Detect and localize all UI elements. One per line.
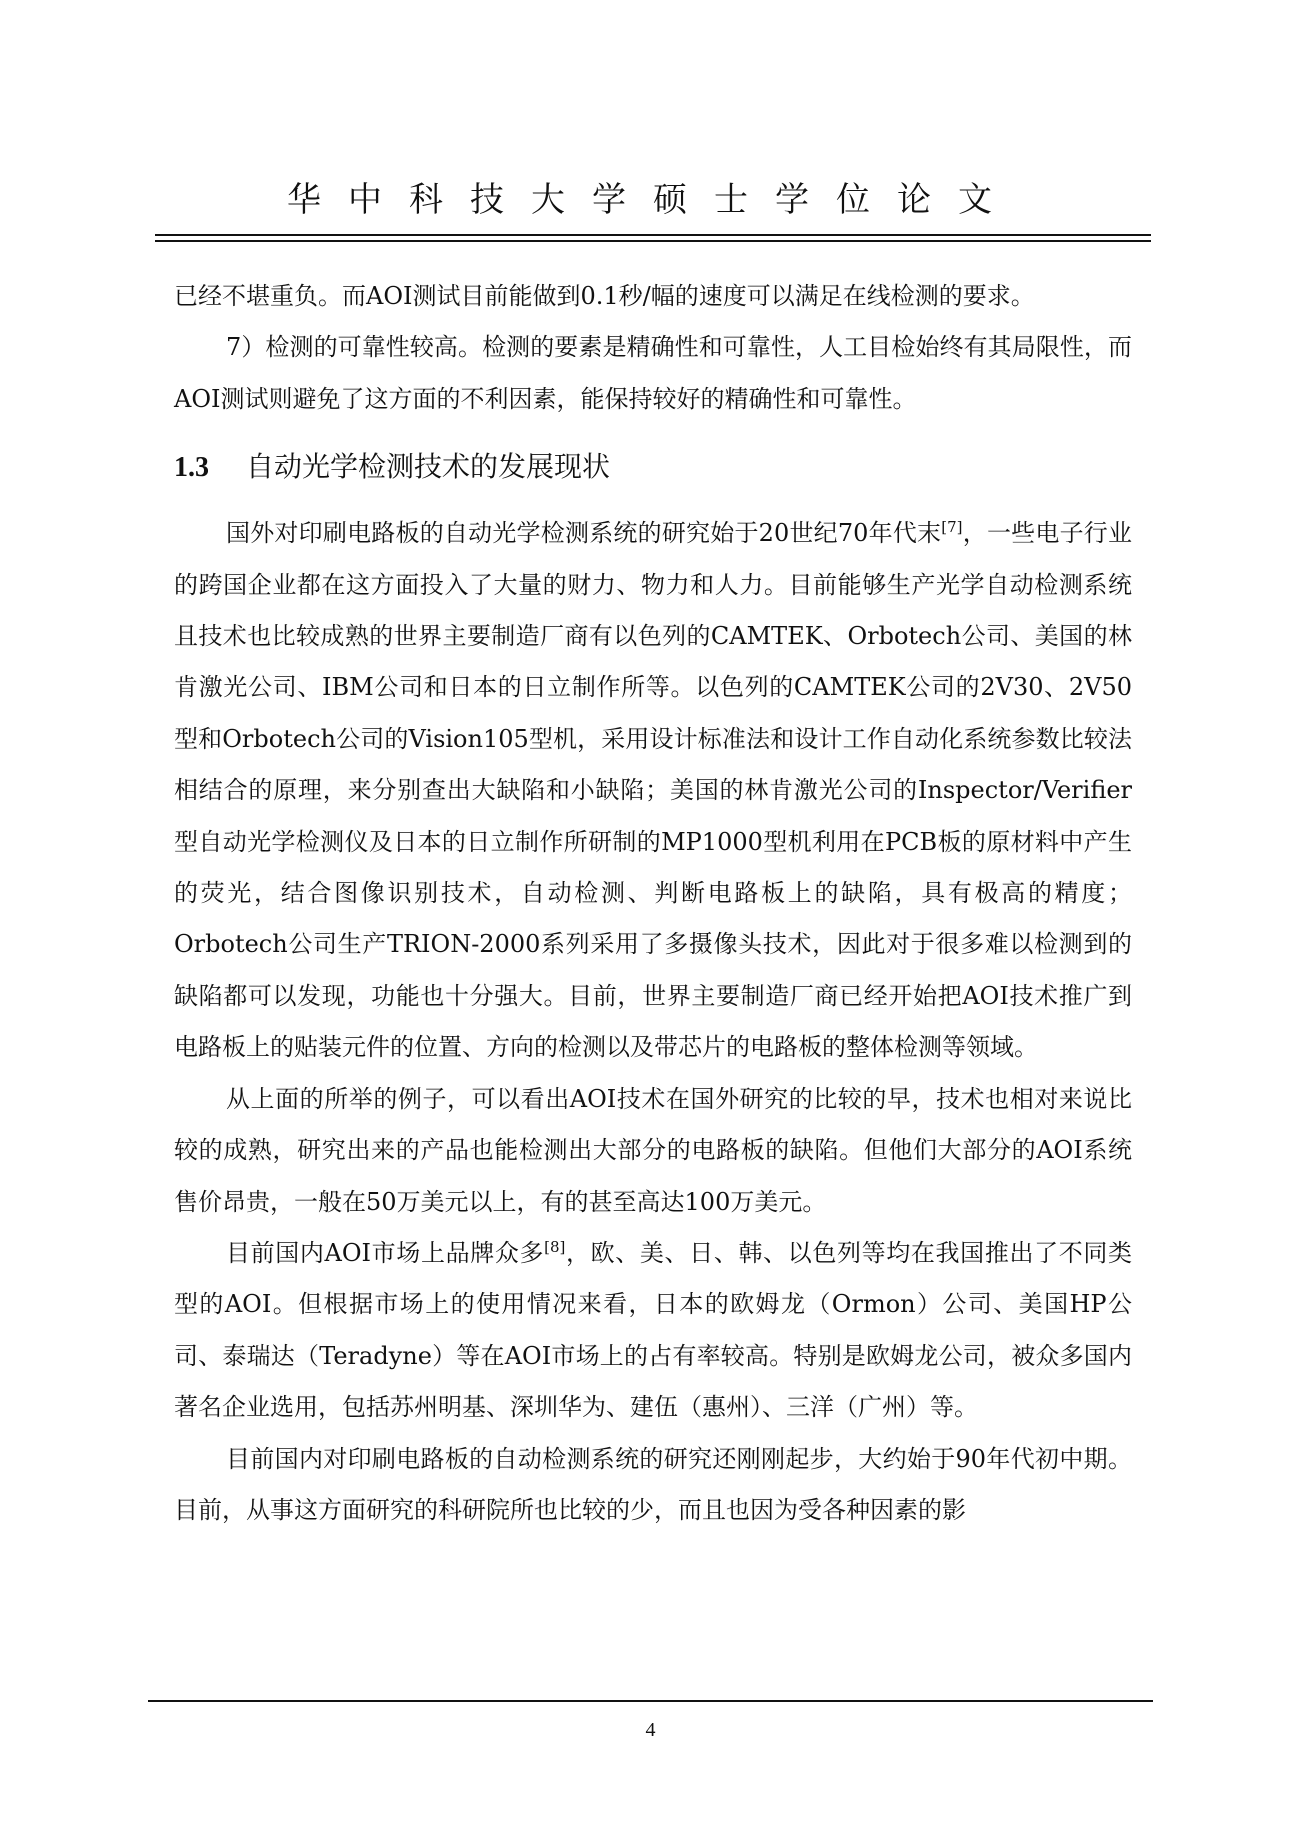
citation-marker: [8] bbox=[544, 1237, 566, 1256]
citation-marker: [7] bbox=[941, 518, 963, 537]
section-number: 1.3 bbox=[174, 452, 209, 484]
paragraph-text: ，欧、美、日、韩、以色列等均在我国推出了不同类型的AOI。但根据市场上的使用情况来看，日本的欧姆龙（Ormon）公司、美国HP公司、泰瑞达（Teradyne）等在AOI市场上的占有率较高。特别是欧姆龙公司，被众多国内著名企业选用，包括苏州明基、深圳华为、建伍（惠州）、三洋（广州）等。 bbox=[174, 1238, 1132, 1422]
page-number: 4 bbox=[645, 1719, 656, 1741]
paragraph-text: 从上面的所举的例子，可以看出AOI技术在国外研究的比较的早，技术也相对来说比较的成熟，研究出来的产品也能检测出大部分的电路板的缺陷。但他们大部分的AOI系统售价昂贵，一般在50万美元以上，有的甚至高达100万美元。 bbox=[174, 1084, 1132, 1216]
paragraph-text: 目前国内对印刷电路板的自动检测系统的研究还刚刚起步，大约始于90年代初中期。目前，从事这方面研究的科研院所也比较的少，而且也因为受各种因素的影 bbox=[174, 1444, 1132, 1524]
section-heading bbox=[174, 447, 1132, 488]
paragraph bbox=[174, 1074, 1132, 1228]
section-title: 自动光学检测技术的发展现状 bbox=[246, 450, 611, 484]
paragraph-text: 已经不堪重负。而AOI测试目前能做到0.1秒/幅的速度可以满足在线检测的要求。 bbox=[174, 282, 1035, 310]
paragraph bbox=[174, 322, 1132, 425]
paragraph bbox=[174, 508, 1132, 1073]
paragraphs-before-section bbox=[174, 271, 1132, 425]
paragraph-text: 7）检测的可靠性较高。检测的要素是精确性和可靠性，人工目检始终有其局限性，而AOI测试则避免了这方面的不利因素，能保持较好的精确性和可靠性。 bbox=[174, 333, 1132, 413]
paragraph-text: ，一些电子行业的跨国企业都在这方面投入了大量的财力、物力和人力。目前能够生产光学自动检测系统且技术也比较成熟的世界主要制造厂商有以色列的CAMTEK、Orbotech公司、美国的林肯激光公司、IBM公司和日本的日立制作所等。以色列的CAMTEK公司的2V30、2V50型和Orbotech公司的Vision105型机，采用设计标准法和设计工作自动化系统参数比较法相结合的原理，来分别查出大缺陷和小缺陷；美国的林肯激光公司的Inspector/Verifier型自动光学检测仪及日本的日立制作所研制的MP1000型机利用在PCB板的原材料中产生的荧光，结合图像识别技术，自动检测、判断电路板上的缺陷，具有极高的精度；Orbotech公司生产TRION-2000系列采用了多摄像头技术，因此对于很多难以检测到的缺陷都可以发现，功能也十分强大。目前，世界主要制造厂商已经开始把AOI技术推广到电路板上的贴装元件的位置、方向的检测以及带芯片的电路板的整体检测等领域。 bbox=[174, 519, 1133, 1062]
header-rule-lower bbox=[155, 240, 1151, 242]
paragraph-text: 目前国内AOI市场上品牌众多 bbox=[226, 1238, 545, 1267]
paragraph bbox=[174, 271, 1132, 322]
body-text bbox=[174, 271, 1132, 1536]
footer-rule bbox=[148, 1700, 1153, 1702]
paragraphs-after-section bbox=[174, 508, 1132, 1536]
paragraph bbox=[174, 1228, 1132, 1434]
paragraph bbox=[174, 1434, 1132, 1537]
paragraph-text: 国外对印刷电路板的自动光学检测系统的研究始于20世纪70年代末 bbox=[226, 519, 942, 548]
header-rule-upper bbox=[155, 234, 1151, 236]
running-header: 华中科技大学硕士学位论文 bbox=[287, 180, 1019, 220]
